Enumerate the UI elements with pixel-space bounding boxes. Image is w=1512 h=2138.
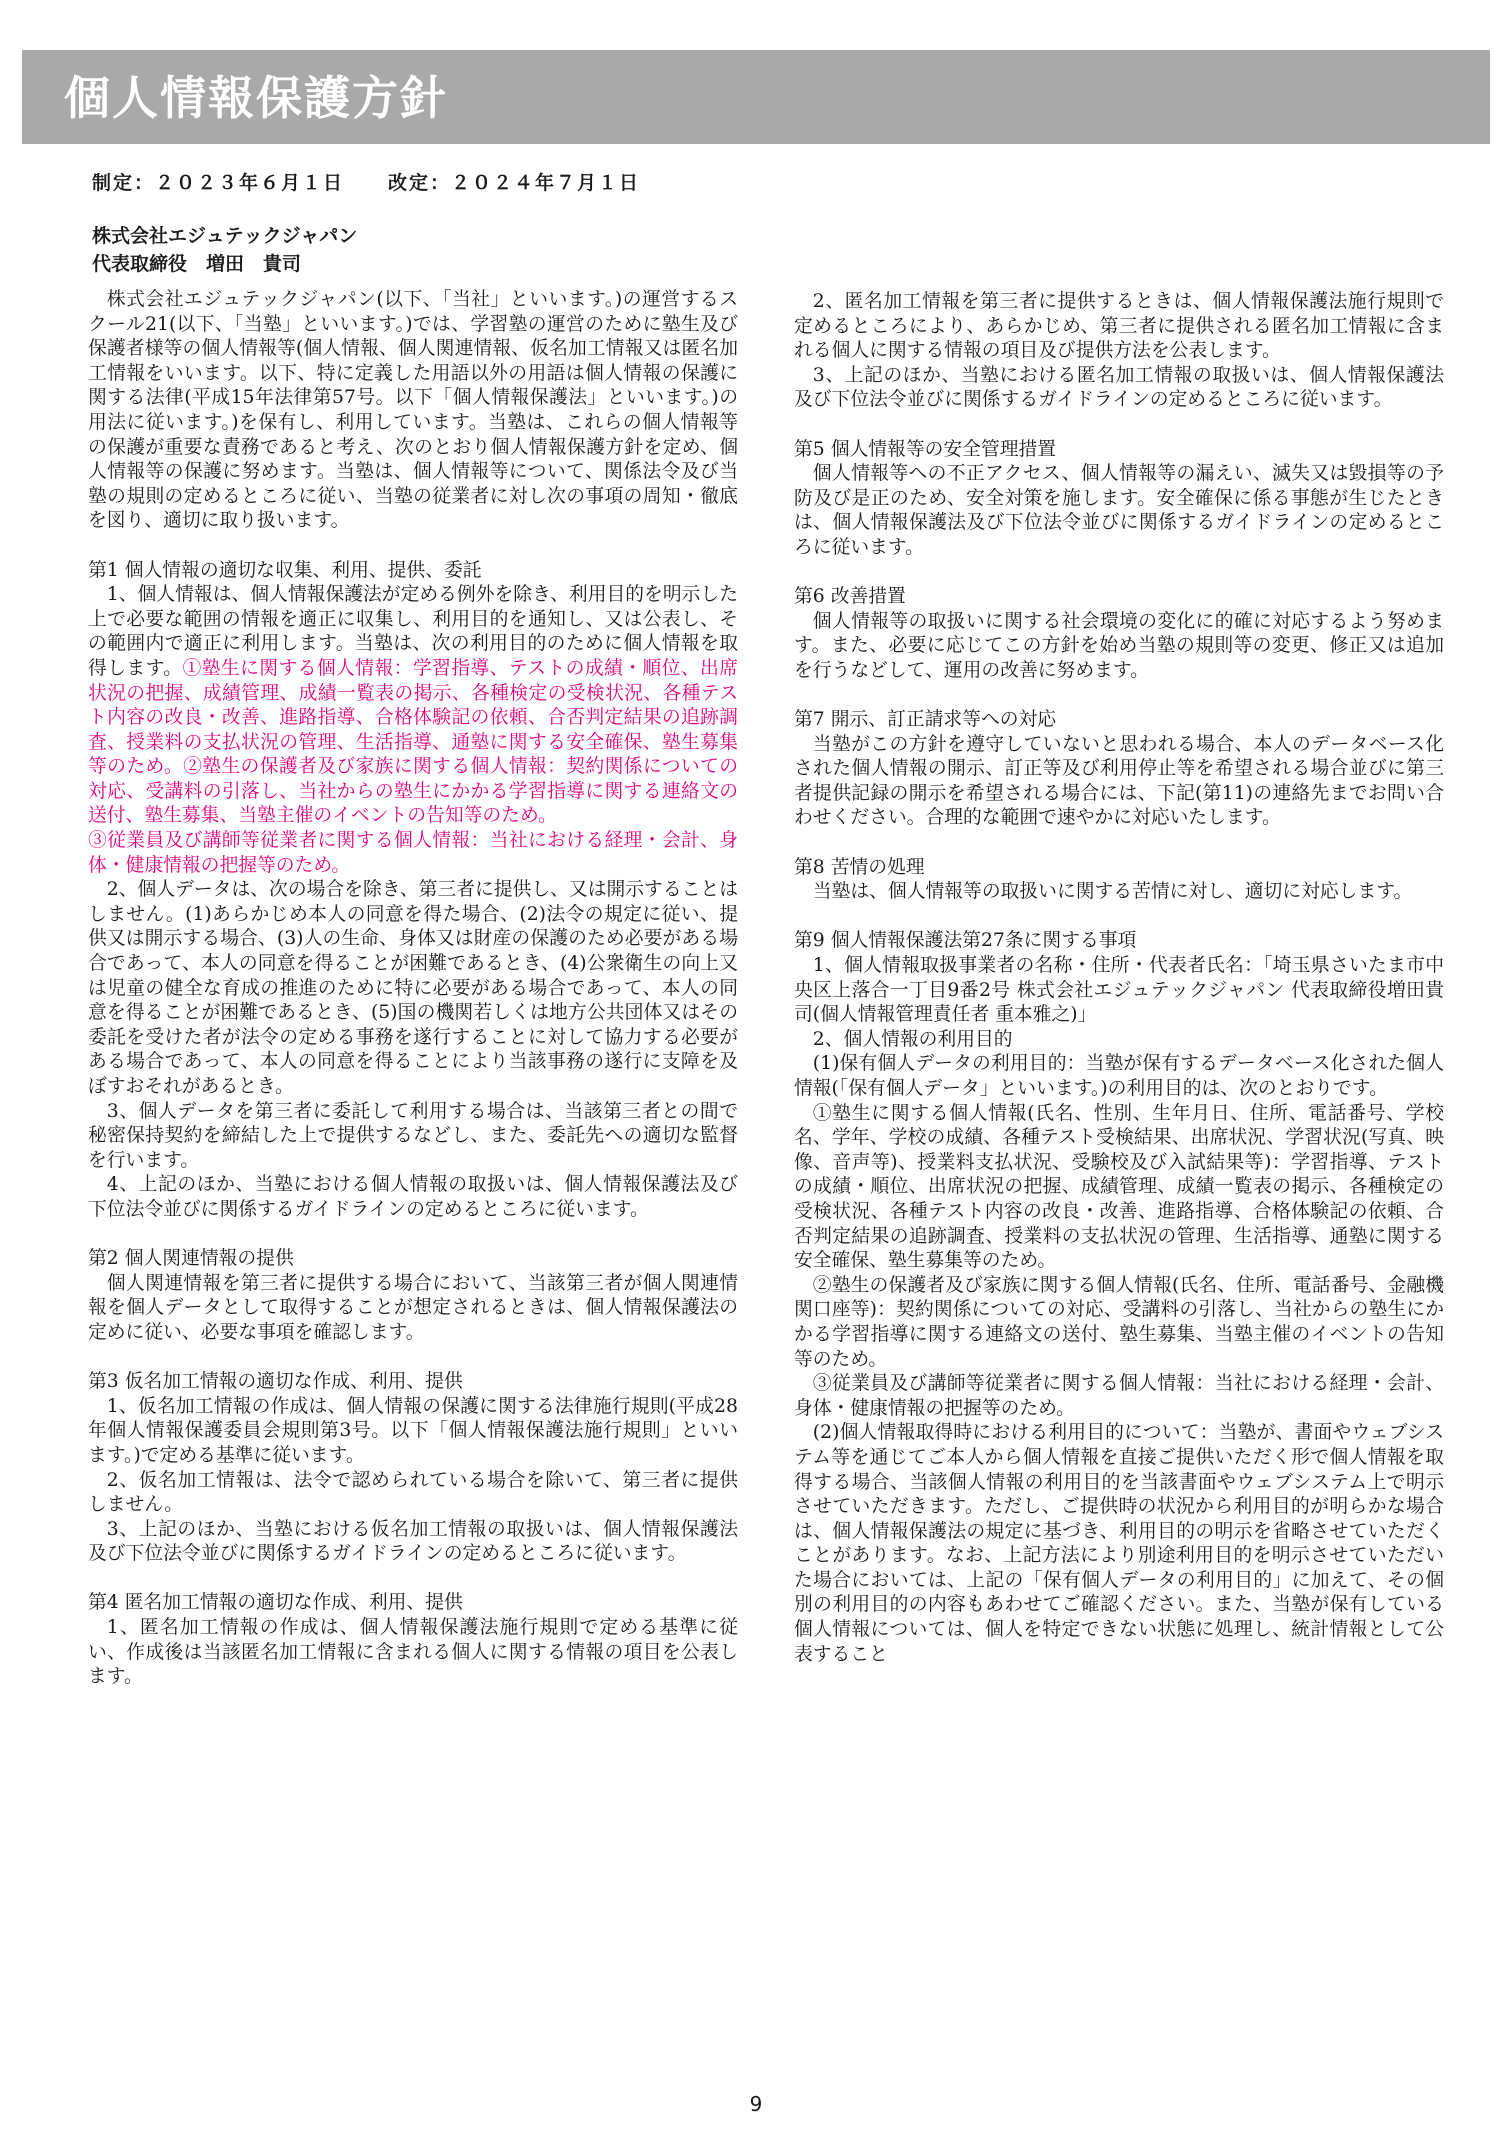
section-1-item-1 [88,583,738,829]
section-8-paragraph: 当塾は、個人情報等の取扱いに関する苦情に対し、適切に対応します。 [812,881,1413,903]
section-9-item-2-1: (1)保有個人データの利用目的：当塾が保有するデータベース化された個人情報(「保有個人データ」といいます。)の利用目的は、次のとおりです。 [794,1053,1444,1099]
enacted-date: 制定：２０２３年６月１日 [92,172,345,194]
student-purpose-highlight: ①塾生に関する個人情報：学習指導、テストの成績・順位、出席状況の把握、成績管理、成績一覧表の掲示、各種検定の受検状況、各種テスト内容の改良・改善、進路指導、合格体験記の依頼、合否判定結果の追跡調査、授業料の支払状況の管理、生活指導、通塾に関する安全確保、塾生募集等のため。 [88,657,739,778]
page-number: 9 [749,2092,763,2116]
section-2-paragraph: 個人関連情報を第三者に提供する場合において、当該第三者が個人関連情報を個人データとして取得することが想定されるときは、個人情報保護法の定めに従い、必要な事項を確認します。 [88,1272,738,1343]
section-6-heading: 第6 改善措置 [794,586,906,608]
section-7-heading: 第7 開示、訂正請求等への対応 [794,709,1057,731]
section-1-item-2: 2、個人データは、次の場合を除き、第三者に提供し、又は開示することはしません。(1)あらかじめ本人の同意を得た場合、(2)法令の規定に従い、提供又は開示する場合、(3)人の生命、身体又は財産の保護のため必要がある場合であって、本人の同意を得ることが困難であるとき、(4)公衆衛生の向上又は児童の健全な育成の推進のために特に必要がある場合であって、本人の同意を得ることが困難であるとき、(5)国の機関若しくは地方公共団体又はその委託を受けた者が法令の定める事務を遂行することに対して協力する必要がある場合であって、本人の同意を得ることにより当該事務の遂行に支障を及ぼすおそれがあるとき。 [88,879,738,1097]
section-3-item-3: 3、上記のほか、当塾における仮名加工情報の取扱いは、個人情報保護法及び下位法令並びに関係するガイドラインの定めるところに従います。 [88,1518,738,1565]
section-6-paragraph: 個人情報等の取扱いに関する社会環境の変化に的確に対応するよう努めます。また、必要に応じてこの方針を始め当塾の規則等の変更、修正又は追加を行うなどして、運用の改善に努めます。 [794,610,1444,681]
section-3-heading: 第3 仮名加工情報の適切な作成、利用、提供 [88,1371,463,1393]
section-1-item-1-text: 1、個人情報は、個人情報保護法が定める例外を除き、利用目的を明示した上で必要な範囲の情報を適正に収集し、利用目的を通知し、又は公表し、その範囲内で適正に利用します。当塾は、次の利用目的のために個人情報を取得します。 [88,584,738,679]
intro-paragraph: 株式会社エジュテックジャパン(以下、「当社」といいます。)の運営するスクール21(以下、「当塾」といいます。)では、学習塾の運営のために塾生及び保護者様等の個人情報等(個人情報、個人関連情報、仮名加工情報又は匿名加工情報をいいます。以下、特に定義した用語以外の用語は個人情報の保護に関する法律(平成15年法律第57号。以下「個人情報保護法」といいます。)の用法に従います。)を保有し、利用しています。当塾は、これらの個人情報等の保護が重要な責務であると考え、次のとおり個人情報保護方針を定め、個人情報等の保護に努めます。当塾は、個人情報等について、関係法令及び当塾の規則の定めるところに従い、当塾の従業者に対し次の事項の周知・徹底を図り、適切に取り扱います。 [88,289,738,532]
representative: 代表取締役 増田 貴司 [92,253,302,275]
section-5-heading: 第5 個人情報等の安全管理措置 [794,438,1057,460]
section-1-item-3: 3、個人データを第三者に委託して利用する場合は、当該第三者との間で秘密保持契約を締結した上で提供するなどし、また、委託先への適切な監督を行います。 [88,1100,738,1171]
right-column [794,290,1444,1667]
section-9-student-info: ①塾生に関する個人情報(氏名、性別、生年月日、住所、電話番号、学校名、学年、学校の成績、各種テスト受検結果、出席状況、学習状況(写真、映像、音声等)、授業料支払状況、受験校及び入試結果等)：学習指導、テストの成績・順位、出席状況の把握、成績管理、成績一覧表の掲示、各種検定の受検状況、各種テスト内容の改良・改善、進路指導、合格体験記の依頼、合否判定結果の追跡調査、授業料の支払状況の管理、生活指導、通塾に関する安全確保、塾生募集等のため。 [794,1102,1444,1272]
guardian-purpose-highlight: ②塾生の保護者及び家族に関する個人情報：契約関係についての対応、受講料の引落し、当社からの塾生にかかる学習指導に関する連絡文の送付、塾生募集、当塾主催のイベントの告知等のため。 [88,756,739,827]
section-8-heading: 第8 苦情の処理 [794,856,925,878]
section-9-staff-info: ③従業員及び講師等従業者に関する個人情報：当社における経理・会計、身体・健康情報の把握等のため。 [794,1373,1444,1419]
page-title: 個人情報保護方針 [64,71,448,125]
section-9-guardian-info: ②塾生の保護者及び家族に関する個人情報(氏名、住所、電話番号、金融機関口座等)：契約関係についての対応、受講料の引落し、当社からの塾生にかかる学習指導に関する連絡文の送付、塾生募集、当塾主催のイベントの告知等のため。 [794,1274,1444,1370]
section-4-item-2: 2、匿名加工情報を第三者に提供するときは、個人情報保護法施行規則で定めるところにより、あらかじめ、第三者に提供される匿名加工情報に含まれる個人に関する情報の項目及び提供方法を公表します。 [794,291,1444,362]
section-9-item-2: 2、個人情報の利用目的 [812,1028,1013,1050]
section-5-paragraph: 個人情報等への不正アクセス、個人情報等の漏えい、滅失又は毀損等の予防及び是正のため、安全対策を施します。安全確保に係る事態が生じたときは、個人情報保護法及び下位法令並びに関係するガイドラインの定めるところに従います。 [794,463,1444,558]
revised-date: 改定：２０２４年７月１日 [388,172,641,194]
section-4-heading: 第4 匿名加工情報の適切な作成、利用、提供 [88,1592,463,1614]
section-3-item-2: 2、仮名加工情報は、法令で認められている場合を除いて、第三者に提供しません。 [88,1469,738,1516]
staff-purpose-highlight: ③従業員及び講師等従業者に関する個人情報：当社における経理・会計、身体・健康情報の把握等のため。 [88,830,738,876]
company-name: 株式会社エジュテックジャパン [92,225,358,247]
section-9-item-1: 1、個人情報取扱事業者の名称・住所・代表者氏名：「埼玉県さいたま市中央区上落合一丁目9番2号 株式会社エジュテックジャパン 代表取締役増田貴司(個人情報管理責任者 重本雅之)」 [794,955,1444,1026]
section-9-item-2-2: (2)個人情報取得時における利用目的について：当塾が、書面やウェブシステム等を通じてご本人から個人情報を直接ご提供いただく形で個人情報を取得する場合、当該個人情報の利用目的を当該書面やウェブシステム上で明示させていただきます。ただし、ご提供時の状況から利用目的が明らかな場合は、個人情報保護法の規定に基づき、利用目的の明示を省略させていただくことがあります。なお、上記方法により別途利用目的を明示させていただいた場合においては、上記の「保有個人データの利用目的」に加えて、その個別の利用目的の内容もあわせてご確認ください。また、当塾が保有している個人情報については、個人を特定できない状態に処理し、統計情報として公表すること [794,1422,1444,1665]
section-2-heading: 第2 個人関連情報の提供 [88,1248,294,1270]
date-line [92,168,640,195]
section-1-heading: 第1 個人情報の適切な収集、利用、提供、委託 [88,559,482,581]
section-7-paragraph: 当塾がこの方針を遵守していないと思われる場合、本人のデータベース化された個人情報の開示、訂正等及び利用停止等を希望される場合並びに第三者提供記録の開示を希望される場合には、下記(第11)の連絡先までお問い合わせください。合理的な範囲で速やかに対応いたします。 [794,733,1444,829]
company-block [92,222,357,278]
left-column [88,288,738,1690]
section-3-item-1: 1、仮名加工情報の作成は、個人情報の保護に関する法律施行規則(平成28年個人情報保護委員会規則第3号。以下「個人情報保護法施行規則」といいます。)で定める基準に従います。 [88,1395,738,1466]
section-9-heading: 第9 個人情報保護法第27条に関する事項 [794,930,1137,952]
section-4-item-1: 1、匿名加工情報の作成は、個人情報保護法施行規則で定める基準に従い、作成後は当該匿名加工情報に含まれる個人に関する情報の項目を公表します。 [88,1617,738,1688]
section-4-item-3: 3、上記のほか、当塾における匿名加工情報の取扱いは、個人情報保護法及び下位法令並びに関係するガイドラインの定めるところに従います。 [794,364,1444,411]
title-banner [22,50,1490,144]
section-1-item-4: 4、上記のほか、当塾における個人情報の取扱いは、個人情報保護法及び下位法令並びに関係するガイドラインの定めるところに従います。 [88,1174,738,1220]
